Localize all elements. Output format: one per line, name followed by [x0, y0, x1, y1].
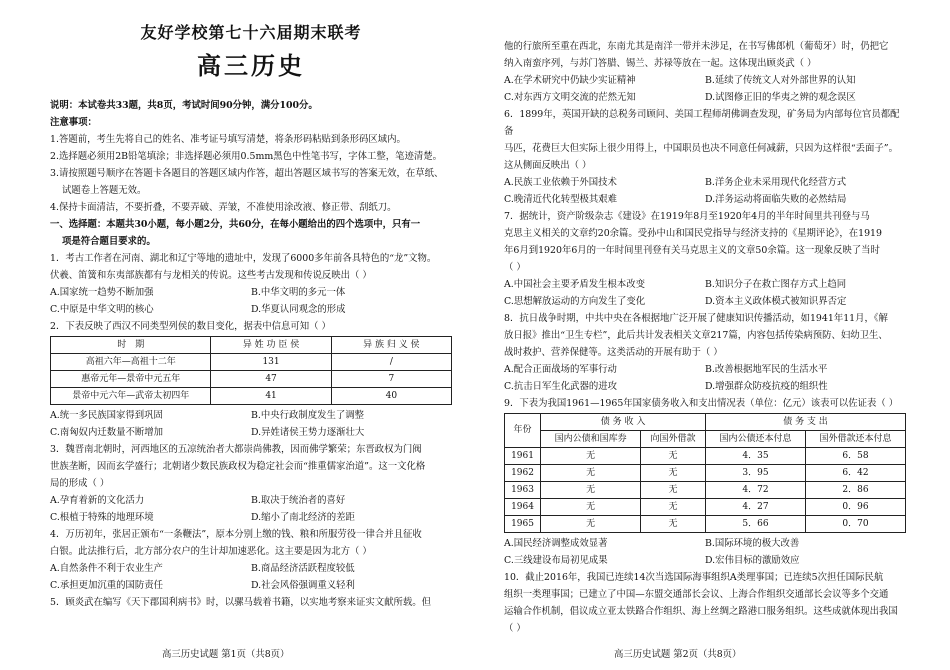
- question-5-stem: 他的行旅所至重在西北，东南尤其是南洋一带并未涉足，在书写佛郎机（葡萄牙）时，仍把它: [504, 41, 889, 52]
- question-5-stem: 纳入南蛮序列，与苏门答腊、锡兰、苏禄等放在一起。这体现出顾炎武（ ）: [504, 58, 817, 69]
- question-1-stem: 1．考古工作者在河南、湖北和辽宁等地的遗址中，发现了6000多年前各具特色的“龙”文物。: [50, 253, 437, 264]
- option-c[interactable]: C.承担更加沉重的国防责任: [50, 580, 163, 591]
- right-column: [504, 38, 906, 637]
- page-footer-right: 高三历史试题 第2页（共8页）: [614, 649, 742, 660]
- question-7-options: [504, 276, 906, 310]
- table-cell: 4．35: [706, 448, 806, 465]
- option-b[interactable]: B.国际环境的极大改善: [705, 538, 800, 549]
- table-header: 国外借款还本付息: [805, 431, 905, 448]
- question-7-stem: 年6月到1920年6月的一年时间里刊登有关马克思主义的文章50余篇。这一现象反映了当时: [504, 245, 880, 256]
- table-cell: 景帝中元六年—武帝太初四年: [51, 388, 211, 405]
- marquis-table: [50, 336, 452, 405]
- option-b[interactable]: B.延续了传统文人对外部世界的认知: [705, 75, 856, 86]
- intro-line: 说明：本试卷共33题，共8页，考试时间90分钟，满分100分。: [50, 100, 318, 111]
- question-7-stem: 7．据统计，资产阶级杂志《建设》在1919年8月至1920年4月的半年时间里共刊登与马: [504, 211, 870, 222]
- option-d[interactable]: D.宏伟目标的激励效应: [705, 555, 800, 566]
- section-heading: 一、选择题：本题共30小题，每小题2分，共60分，在每小题给出的四个选项中，只有一: [50, 219, 421, 230]
- table-cell: 1964: [505, 499, 541, 516]
- question-5-options: [504, 72, 906, 106]
- option-c[interactable]: C.中原是中华文明的核心: [50, 304, 154, 315]
- table-header: 国内公债还本付息: [706, 431, 806, 448]
- question-3-options: [50, 492, 452, 526]
- table-row: [505, 448, 906, 465]
- table-cell: 无: [541, 465, 641, 482]
- table-header: 国内公债和国库券: [541, 431, 641, 448]
- table-header: 债 务 收 入: [541, 414, 706, 431]
- option-d[interactable]: D.试图修正旧的华夷之辨的观念误区: [705, 92, 856, 103]
- question-9-stem: 9．下表为我国1961—1965年国家债务收入和支出情况表（单位：亿元）该表可以佐证表（ ）: [504, 398, 899, 409]
- table-cell: 无: [641, 465, 706, 482]
- table-cell: 惠帝元年—景帝中元五年: [51, 371, 211, 388]
- option-b[interactable]: B.洋务企业未采用现代化经营方式: [705, 177, 847, 188]
- option-a[interactable]: A.中国社会主要矛盾发生根本改变: [504, 279, 646, 290]
- table-cell: 7: [331, 371, 451, 388]
- question-10-stem: 组织一类理事国；已建立了中国—东盟交通部长会议、上海合作组织交通部长会议等多个交通: [504, 589, 889, 600]
- table-cell: 40: [331, 388, 451, 405]
- table-row: [51, 371, 452, 388]
- table-cell: 6．58: [805, 448, 905, 465]
- option-c[interactable]: C.根植于特殊的地理环境: [50, 512, 154, 523]
- table-cell: 3．95: [706, 465, 806, 482]
- table-cell: 无: [541, 516, 641, 533]
- question-1-stem: 伏羲、笛簧和东夷部族都有与龙相关的传说。这些考古发现和传说反映出（ ）: [50, 270, 372, 281]
- option-d[interactable]: D.异姓诸侯王势力逐渐壮大: [251, 427, 365, 438]
- option-b[interactable]: B.中央行政制度发生了调整: [251, 410, 364, 421]
- question-2-stem: 2．下表反映了西汉不同类型列侯的数目变化，据表中信息可知（ ）: [50, 321, 331, 332]
- table-cell: 1961: [505, 448, 541, 465]
- question-1-options: [50, 284, 452, 318]
- table-cell: 无: [641, 499, 706, 516]
- table-cell: 1962: [505, 465, 541, 482]
- table-row: [51, 354, 452, 371]
- notice-line: 3.请按照题号顺序在答题卡各题目的答题区域内作答，超出答题区域书写的答案无效，在草纸、: [50, 168, 444, 179]
- section-heading: 项是符合题目要求的。: [62, 236, 156, 247]
- option-c[interactable]: C.晚清近代化转型极其艰难: [504, 194, 617, 205]
- option-d[interactable]: D.增强群众防疫抗疫的组织性: [705, 381, 828, 392]
- option-b[interactable]: B.知识分子在救亡图存方式上趋同: [705, 279, 847, 290]
- option-d[interactable]: D.社会风俗强调重义轻利: [251, 580, 355, 591]
- question-8-stem: 放日报》推出“卫生专栏”，此后共计发表相关文章217篇，内容包括传染病预防、妇幼卫生、: [504, 330, 888, 341]
- table-cell: 5．66: [706, 516, 806, 533]
- table-cell: 无: [641, 448, 706, 465]
- debt-table: [504, 413, 906, 533]
- table-cell: 无: [541, 499, 641, 516]
- notice-line: 2.选择题必须用2B铅笔填涂；非选择题必须用0.5mm黑色中性笔书写，字体工整，笔迹清楚。: [50, 151, 442, 162]
- question-5-stem: 5．顾炎武在编写《天下郡国利病书》时，以骡马载着书籍，以实地考察来证实文献所载。但: [50, 597, 431, 608]
- table-cell: 2．86: [805, 482, 905, 499]
- option-b[interactable]: B.商品经济活跃程度较低: [251, 563, 355, 574]
- question-6-options: [504, 174, 906, 208]
- table-row: [505, 516, 906, 533]
- table-header: 异 姓 功 臣 侯: [211, 337, 331, 354]
- table-cell: 131: [211, 354, 331, 371]
- table-cell: 4．72: [706, 482, 806, 499]
- table-cell: 4．27: [706, 499, 806, 516]
- option-d[interactable]: D.资本主义政体模式被知识界否定: [705, 296, 847, 307]
- notice-line: 试题卷上答题无效。: [62, 185, 147, 196]
- option-b[interactable]: B.改善根据地军民的生活水平: [705, 364, 828, 375]
- question-3-stem: 3．魏晋南北朝时，河西地区的五凉统治者大都崇尚佛教，因而佛学繁荣；东晋政权为门阀: [50, 444, 422, 455]
- option-a[interactable]: A.民族工业依赖于外国技术: [504, 177, 617, 188]
- table-header: 异 族 归 义 侯: [331, 337, 451, 354]
- table-header: 年份: [505, 414, 541, 448]
- table-cell: 无: [641, 516, 706, 533]
- table-row: [505, 499, 906, 516]
- question-8-stem: 8．抗日战争时期，中共中央在各根据地广泛开展了健康知识传播活动，如1941年11月，《解: [504, 313, 888, 324]
- question-7-stem: 克思主义相关的文章约20余篇。受孙中山和国民党指导与经济支持的《星期评论》，在1919: [504, 228, 882, 239]
- table-cell: 高祖六年—高祖十二年: [51, 354, 211, 371]
- question-10-stem: 10．截止2016年，我国已连续14次当选国际海事组织A类理事国；已连续5次担任国际民航: [504, 572, 884, 583]
- question-4-stem: 白银。此法推行后，北方部分农户的生计却加速恶化。这主要是因为北方（ ）: [50, 546, 372, 557]
- table-cell: 无: [541, 482, 641, 499]
- question-9-options: [504, 535, 906, 569]
- table-row: [505, 482, 906, 499]
- option-a[interactable]: A.统一多民族国家得到巩固: [50, 410, 163, 421]
- option-d[interactable]: D.洋务运动将面临失败的必然结局: [705, 194, 847, 205]
- table-row: [51, 388, 452, 405]
- option-a[interactable]: A.孕育着新的文化活力: [50, 495, 145, 506]
- option-a[interactable]: A.国家统一趋势不断加强: [50, 287, 154, 298]
- question-7-stem: （ ）: [504, 262, 526, 273]
- table-cell: 1963: [505, 482, 541, 499]
- notice-line: 4.保持卡面清洁，不要折叠，不要弄破、弄皱，不准使用涂改液、修正带、刮纸刀。: [50, 202, 397, 213]
- question-4-options: [50, 560, 452, 594]
- question-8-options: [504, 361, 906, 395]
- option-d[interactable]: D.华夏认同观念的形成: [251, 304, 346, 315]
- table-cell: 无: [641, 482, 706, 499]
- option-a[interactable]: A.自然条件不利于农业生产: [50, 563, 163, 574]
- subject-title: 高三历史: [197, 51, 305, 80]
- question-8-stem: 战时救护、营养保健等。这类活动的开展有助于（ ）: [504, 347, 723, 358]
- table-cell: 1965: [505, 516, 541, 533]
- option-c[interactable]: C.对东西方文明交流的茫然无知: [504, 92, 636, 103]
- question-3-stem: 局的形成（ ）: [50, 478, 110, 489]
- option-a[interactable]: A.配合正面战场的军事行动: [504, 364, 617, 375]
- question-6-stem: 6．1899年，英国开缺的总税务司顾问、美国工程师胡佛调查发现，矿务局为内部每位官员都配备: [504, 109, 900, 137]
- table-cell: 0．96: [805, 499, 905, 516]
- option-b[interactable]: B.中华文明的多元一体: [251, 287, 346, 298]
- left-column: [50, 97, 452, 611]
- table-header: 向国外借款: [641, 431, 706, 448]
- table-cell: 41: [211, 388, 331, 405]
- notice-line: 1.答题前，考生先将自己的姓名、准考证号填写清楚，将条形码粘贴到条形码区域内。: [50, 134, 406, 145]
- table-header: 时 期: [51, 337, 211, 354]
- option-a[interactable]: A.国民经济调整成效显著: [504, 538, 608, 549]
- notice-title: 注意事项：: [50, 117, 97, 128]
- question-10-stem: 运输合作机制，倡议成立亚太铁路合作组织、海上丝绸之路港口服务组织。这些成就体现出我国（ ）: [504, 606, 898, 634]
- option-b[interactable]: B.取决于统治者的喜好: [251, 495, 346, 506]
- option-c[interactable]: C.抗击日军生化武器的进攻: [504, 381, 617, 392]
- exam-title: 友好学校第七十六届期末联考: [140, 23, 362, 42]
- table-cell: 6．42: [805, 465, 905, 482]
- table-cell: 无: [541, 448, 641, 465]
- table-cell: 47: [211, 371, 331, 388]
- question-6-stem: 马匹，花费巨大但实际上很少用得上，中国职员也决不同意任何减薪，只因为这样很“丢面子”。: [504, 143, 898, 154]
- table-cell: /: [331, 354, 451, 371]
- table-header: 债 务 支 出: [706, 414, 906, 431]
- option-c[interactable]: C.思想解放运动的方向发生了变化: [504, 296, 646, 307]
- option-c[interactable]: C.南匈奴内迁数量不断增加: [50, 427, 163, 438]
- question-6-stem: 这从侧面反映出（ ）: [504, 160, 592, 171]
- option-d[interactable]: D.缩小了南北经济的差距: [251, 512, 355, 523]
- question-3-stem: 世族垄断，因而玄学盛行；北朝诸少数民族政权为稳定社会而“推重儒家治道”。这一文化格: [50, 461, 426, 472]
- question-2-options: [50, 407, 452, 441]
- option-c[interactable]: C.三线建设布局初见成果: [504, 555, 608, 566]
- page-footer-left: 高三历史试题 第1页（共8页）: [162, 649, 290, 660]
- table-row: [505, 465, 906, 482]
- question-4-stem: 4．万历初年，张居正颁布“一条鞭法”，原本分别上缴的钱、粮和所服劳役一律合并且征收: [50, 529, 422, 540]
- table-cell: 0．70: [805, 516, 905, 533]
- option-a[interactable]: A.在学术研究中仍缺少实证精神: [504, 75, 636, 86]
